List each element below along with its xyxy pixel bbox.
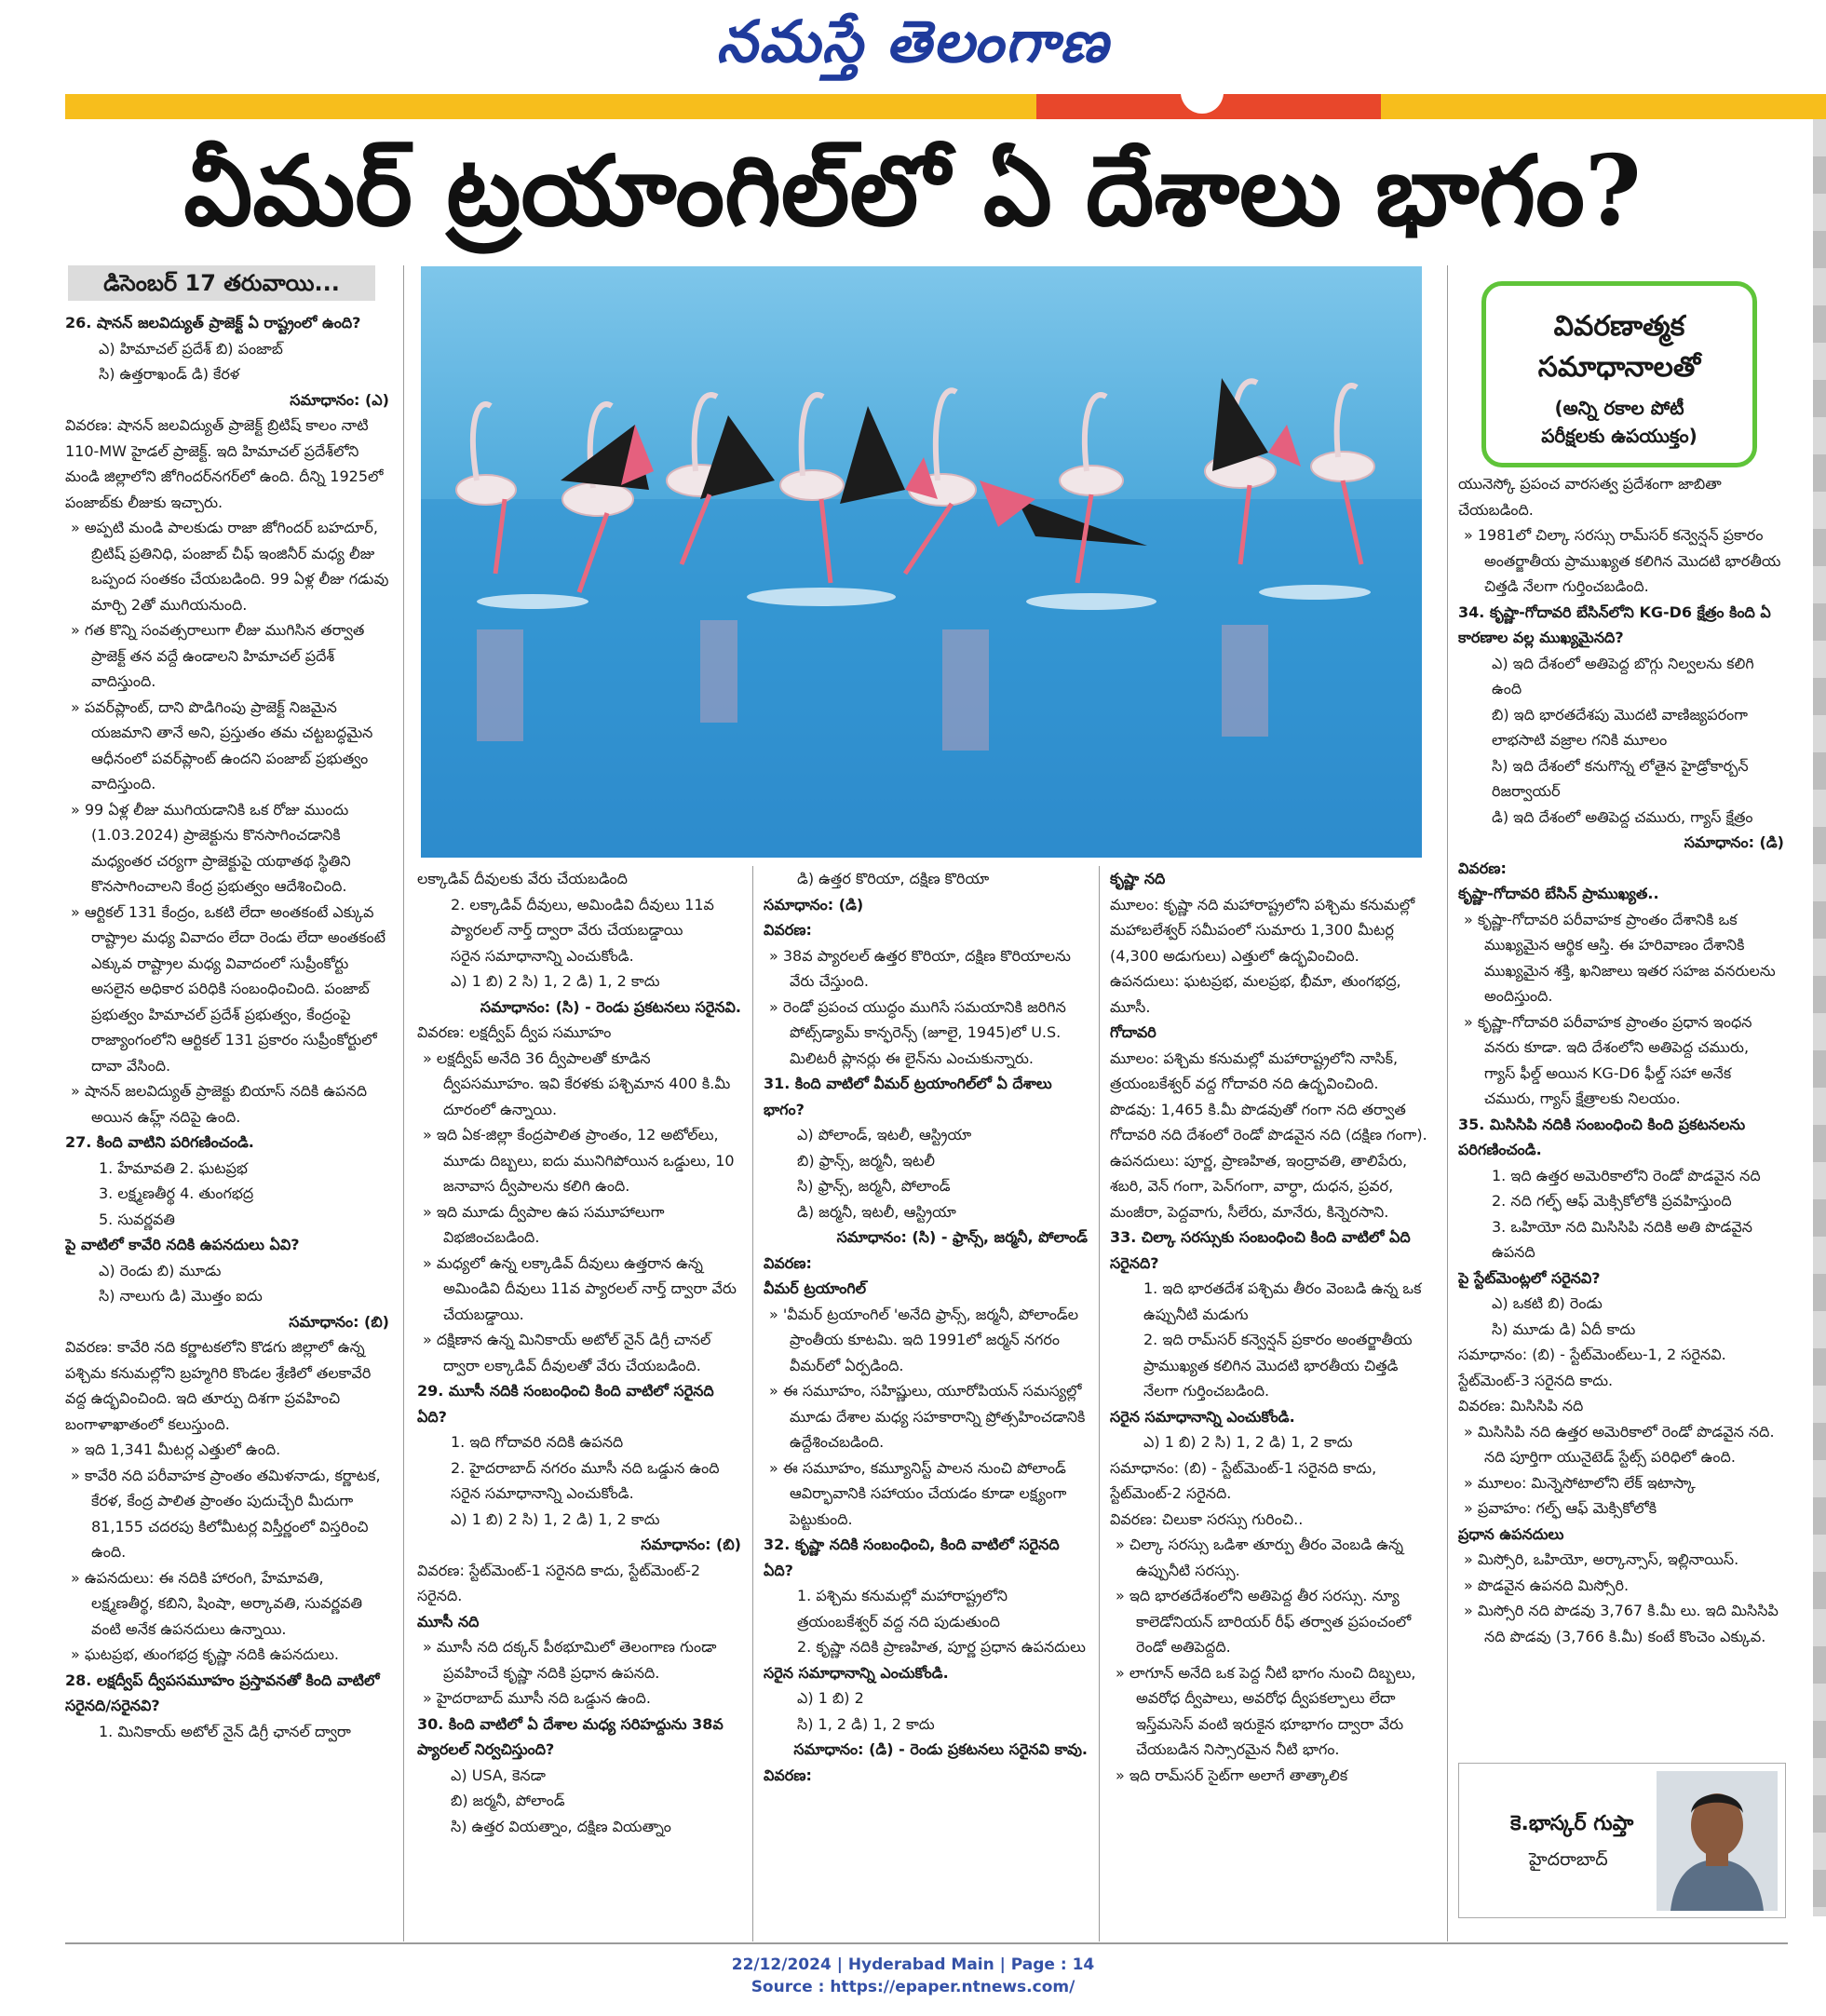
col5-paragraph: 1. ఇది ఉత్తర అమెరికాలోని రెండో పొడవైన నది <box>1492 1166 1761 1184</box>
col3-paragraph: వివరణ: <box>764 1253 812 1272</box>
col4-paragraph: వివరణ: చిలుకా సరస్సు గురించి.. <box>1110 1509 1304 1528</box>
col1-paragraph: వివరణ: కావేరి నది కర్ణాటకలోని కొడగు జిల్లాలో ఉన్న పశ్చిమ కనుమల్లోని బ్రహ్మగిరి కొండల శ్రేణిలో తలకావేరి వద్ద ఉద్భవించింది. ఇది తూర్పు దిశగా ప్రవహించి బంగాళాఖాతంలో కలుస్తుంది. <box>65 1338 372 1433</box>
col2-paragraph: సమాధానం: (సి) - రెండు ప్రకటనలు సరైనవి. <box>480 997 741 1016</box>
col5-paragraph: » ప్రవాహం: గల్ఫ్ ఆఫ్ మెక్సికోలోకి <box>1464 1499 1657 1517</box>
col3-paragraph: సి) ఫ్రాన్స్, జర్మనీ, పోలాండ్ <box>797 1177 951 1195</box>
col1-paragraph: 3. లక్ష్మణతీర్థ 4. తుంగభద్ర <box>99 1184 254 1202</box>
col4-paragraph: 2. ఇది రామ్‌సర్ కన్వెన్షన్ ప్రకారం అంతర్జాతీయ ప్రాముఖ్యత కలిగిన మొదటి భారతీయ చిత్తడి నేలగా గుర్తించబడింది. <box>1143 1331 1413 1400</box>
col2-paragraph: 29. మూసీ నదికి సంబంధించి కింది వాటిలో సరైనది ఏది? <box>417 1382 714 1426</box>
col1-paragraph: సమాధానం: (బి) <box>289 1312 389 1331</box>
col5-paragraph: కృష్ణా-గోదావరి బేసిన్ ప్రాముఖ్యత.. <box>1458 885 1659 902</box>
col1-paragraph: » కావేరి నది పరీవాహక ప్రాంతం తమిళనాడు, కర్ణాటక, కేరళ, కేంద్ర పాలిత ప్రాంతం పుదుచ్చేరి మీదుగా 81,155 చదరపు కిలోమీటర్ల విస్తీర్ణంలో విస్తరించి ఉంది. <box>71 1466 381 1561</box>
article-column-5 <box>1458 471 1784 1756</box>
col2-paragraph: సమాధానం: (బి) <box>641 1536 741 1553</box>
col1-paragraph: పై వాటిలో కావేరి నదికి ఉపనదులు ఏవి? <box>65 1236 300 1253</box>
col3-paragraph: సి) 1, 2 డి) 1, 2 కాదు <box>797 1714 935 1733</box>
col4-paragraph: మూలం: పశ్చిమ కనుమల్లో మహారాష్ట్రలోని నాసిక్, త్రయంబకేశ్వర్ వద్ద గోదావరి నది ఉద్భవించింది. <box>1110 1049 1399 1092</box>
col2-paragraph: » మధ్యలో ఉన్న లక్కాడివ్ దీవులు ఉత్తరాన ఉన్న అమిండివి దీవులు 11వ ప్యారలల్ నార్త్ ద్వారా వేరు చేయబడ్డాయి. <box>423 1253 737 1323</box>
col2-paragraph: వివరణ: స్టేట్‌మెంట్-1 సరైనది కాదు, స్టేట్‌మెంట్-2 సరైనది. <box>417 1561 701 1604</box>
col1-paragraph: వివరణ: షానన్ జలవిద్యుత్ ప్రాజెక్ట్ బ్రిటిష్ కాలం నాటి 110-MW హైడల్ ప్రాజెక్ట్. ఇది హిమాచల్ ప్రదేశ్‌లోని మండి జిల్లాలోని జోగిందర్‌నగర్‌లో ఉంది. దీన్ని 1925లో పంజాబ్‌కు లీజుకు ఇచ్చారు. <box>65 416 384 511</box>
col5-paragraph: ఎ) ఒకటి బి) రెండు <box>1492 1294 1603 1312</box>
col5-paragraph: సమాధానం: (బి) - స్టేట్‌మెంట్‌లు-1, 2 సరైనవి. స్టేట్‌మెంట్-3 సరైనది కాదు. <box>1458 1346 1726 1389</box>
col1-paragraph: » 99 ఏళ్ల లీజు ముగియడానికి ఒక రోజు ముందు (1.03.2024) ప్రాజెక్టును కొనసాగించడానికి మధ్యంతర చర్యగా ప్రాజెక్టుపై యథాతథ స్థితిని కొనసాగించాలని కేంద్ర ప్రభుత్వం ఆదేశించింది. <box>71 800 351 895</box>
col4-paragraph: » చిల్కా సరస్సు ఒడిశా తూర్పు తీరం వెంబడి ఉన్న ఉప్పునీటి సరస్సు. <box>1116 1536 1404 1579</box>
col3-paragraph: 2. కృష్ణా నదికి ప్రాణహిత, పూర్ణ ప్రధాన ఉపనదులు <box>797 1638 1086 1656</box>
col4-paragraph: 1. ఇది భారతదేశ పశ్చిమ తీరం వెంబడి ఉన్న ఒక ఉప్పునీటి మడుగు <box>1143 1279 1422 1323</box>
col3-paragraph: 1. పశ్చిమ కనుమల్లో మహారాష్ట్రలోని త్రయంబకేశ్వర్ వద్ద నది పుడుతుంది <box>797 1587 1008 1630</box>
col2-paragraph: మూసీ నది <box>417 1612 480 1630</box>
col4-paragraph: ఎ) 1 బి) 2 సి) 1, 2 డి) 1, 2 కాదు <box>1143 1433 1353 1451</box>
col3-paragraph: » 38వ ప్యారలల్ ఉత్తర కొరియా, దక్షిణ కొరియాలను వేరు చేస్తుంది. <box>769 946 1071 990</box>
col1-paragraph: » గత కొన్ని సంవత్సరాలుగా లీజు ముగిసిన తర్వాత ప్రాజెక్ట్ తన వద్దే ఉండాలని హిమాచల్ ప్రదేశ్ వాదిస్తుంది. <box>71 621 365 690</box>
col2-paragraph: వివరణ: లక్షద్వీప్ ద్వీప సమూహం <box>417 1023 612 1041</box>
newspaper-logo: నమస్తే తెలంగాణ <box>716 7 1110 75</box>
col3-paragraph: 32. కృష్ణా నదికి సంబంధించి, కింది వాటిలో సరైనది ఏది? <box>764 1536 1060 1579</box>
col5-paragraph: 35. మిసిసిపి నదికి సంబంధించి కింది ప్రకటనలను పరిగణించండి. <box>1458 1115 1746 1158</box>
col1-paragraph: 1. హేమావతి 2. ఘటప్రభ <box>99 1158 248 1177</box>
col2-paragraph: » ఇది ఏక-జిల్లా కేంద్రపాలిత ప్రాంతం, 12 అటోల్‌లు, మూడు దిబ్బలు, ఐదు మునిగిపోయిన ఒడ్డులు, 10 జనావాస ద్వీపాలను కలిగి ఉంది. <box>423 1126 735 1195</box>
column-rule-4 <box>1447 265 1448 1942</box>
column-rule-2 <box>752 866 753 1942</box>
article-column-4 <box>1110 866 1436 1944</box>
col2-paragraph: » దక్షిణాన ఉన్న మినికాయ్ అటోల్ నైన్ డిగ్రీ చానల్ ద్వారా లక్కాడివ్ దీవులతో వేరు చేయబడింది. <box>423 1331 711 1374</box>
col5-paragraph: వివరణ: మిసిసిపి నది <box>1458 1397 1584 1414</box>
col5-paragraph: వివరణ: <box>1458 859 1507 877</box>
col5-paragraph: » మిస్సోరి, ఒహియో, అర్కాన్సాస్, ఇల్లినాయిస్. <box>1464 1550 1739 1568</box>
page-edge-stripe <box>1813 119 1826 1916</box>
col1-paragraph: 5. సువర్ణవతి <box>99 1210 175 1228</box>
col4-paragraph: సమాధానం: (బి) - స్టేట్‌మెంట్-1 సరైనది కాదు, స్టేట్‌మెంట్-2 సరైనది. <box>1110 1458 1377 1502</box>
col4-paragraph: 33. చిల్కా సరస్సుకు సంబంధించి కింది వాటిలో ఏది సరైనది? <box>1110 1228 1411 1272</box>
col5-paragraph: » పొడవైన ఉపనది మిస్సోరి. <box>1464 1576 1630 1594</box>
badge-line-4: పరీక్షలకు ఉపయుక్తం) <box>1541 425 1698 447</box>
col2-paragraph: 2. లక్కాడివ్ దీవులు, అమిండివి దీవులు 11వ ప్యారలల్ నార్త్ ద్వారా వేరు చేయబడ్డాయి <box>451 895 714 939</box>
col4-paragraph: కృష్ణా నది <box>1110 870 1166 887</box>
col3-paragraph: » ఈ సమూహం, కమ్యూనిస్ట్ పాలన నుంచి పోలాండ్ ఆవిర్భావానికి సహాయం చేయడం కూడా లక్ష్యంగా పెట్టుకుంది. <box>769 1458 1067 1528</box>
col1-paragraph: సి) నాలుగు డి) మొత్తం ఐదు <box>99 1287 263 1305</box>
page-headline: వీమర్ ట్రయాంగిల్‌లో ఏ దేశాలు భాగం? <box>183 133 1642 248</box>
author-city: హైదరాబాద్ <box>1529 1849 1608 1870</box>
badge-line-1: వివరణాత్మక <box>1553 310 1685 343</box>
article-column-2 <box>417 866 741 1944</box>
col1-paragraph: » ఆర్టికల్ 131 కేంద్రం, ఒకటి లేదా అంతకంటే ఎక్కువ రాష్ట్రాల మధ్య వివాదం లేదా రెండు లేదా అంతకంటే ఎక్కువ రాష్ట్రాల మధ్య వివాదంలో సుప్రీంకోర్టు అసలైన అధికార పరిధికి సంబంధించింది. పంజాబ్ ప్రభుత్వం హిమాచల్ ప్రదేశ్ ప్రభుత్వం, కేంద్రంపై రాజ్యాంగంలోని ఆర్టికల్ 131 ప్రకారం సుప్రీంకోర్టులో దావా వేసింది. <box>71 902 386 1075</box>
col3-paragraph: సమాధానం: (సి) - ఫ్రాన్స్, జర్మనీ, పోలాండ్ <box>836 1228 1088 1246</box>
badge-explanatory-answers <box>1481 281 1757 467</box>
col4-paragraph: » లాగూన్ అనేది ఒక పెద్ద నీటి భాగం నుంచి దిబ్బలు, అవరోధ ద్వీపాలు, అవరోధ ద్వీపకల్పాలు లేదా ఇస్త్‌మసెస్ వంటి ఇరుకైన భూభాగం ద్వారా వేరు చేయబడిన నిస్సారమైన నీటి భాగం. <box>1116 1663 1416 1758</box>
col1-paragraph: 1. మినికాయ్ అటోల్ నైన్ డిగ్రీ ఛానల్ ద్వారా <box>99 1722 351 1740</box>
col1-paragraph: » ఇది 1,341 మీటర్ల ఎత్తులో ఉంది. <box>71 1441 281 1458</box>
col5-paragraph: 3. ఒహియో నది మిసిసిపి నదికి అతి పొడవైన ఉపనది <box>1492 1217 1752 1261</box>
col3-paragraph: డి) జర్మనీ, ఇటలీ, ఆస్ట్రియా <box>797 1202 956 1221</box>
col2-paragraph: ఎ) USA, కెనడా <box>451 1766 546 1784</box>
col3-paragraph: » రెండో ప్రపంచ యుద్ధం ముగిసే సమయానికి జరిగిన పోట్స్‌డ్యామ్ కాన్ఫరెన్స్ (జూలై, 1945)లో U.S. మిలిటరీ ప్లానర్లు ఈ లైన్‌ను ఎంచుకున్నారు. <box>769 997 1066 1067</box>
col2-paragraph: » హైదరాబాద్ మూసీ నది ఒడ్డున ఉంది. <box>423 1689 651 1707</box>
col1-paragraph: » ఉపనదులు: ఈ నదికి హారంగి, హేమావతి, లక్ష్మణతీర్థ, కబిని, షింషా, అర్కావతి, సువర్ణవతి వంటి అనేక ఉపనదులు ఉన్నాయి. <box>71 1568 363 1638</box>
col5-paragraph: ఎ) ఇది దేశంలో అతిపెద్ద బొగ్గు నిల్వలను కలిగి ఉంది <box>1492 654 1754 697</box>
footer-source: Source : https://epaper.ntnews.com/ <box>751 1978 1075 1996</box>
col2-paragraph: ఎ) 1 బి) 2 సి) 1, 2 డి) 1, 2 కాదు <box>451 1509 660 1528</box>
col2-paragraph: » ఇది మూడు ద్వీపాల ఉప సమూహాలుగా విభజించబడింది. <box>423 1202 665 1246</box>
author-photo <box>1657 1771 1778 1911</box>
col4-paragraph: సరైన సమాధానాన్ని ఎంచుకోండి. <box>1110 1407 1295 1426</box>
col1-paragraph: 28. లక్షద్వీప్ ద్వీపసమూహం ప్రస్తావనతో కింది వాటిలో సరైనది/సరైనవి? <box>65 1671 380 1714</box>
col1-paragraph: » ఘటప్రభ, తుంగభద్ర కృష్ణా నదికి ఉపనదులు. <box>71 1645 339 1663</box>
col5-paragraph: » మిసిసిపి నది ఉత్తర అమెరికాలో రెండో పొడవైన నది. నది పూర్తిగా యునైటెడ్ స్టేట్స్ పరిధిలో ఉంది. <box>1464 1422 1775 1466</box>
column-rule-1 <box>403 265 404 1942</box>
badge-line-3: (అన్ని రకాల పోటీ <box>1554 397 1684 419</box>
col3-paragraph: వివరణ: <box>764 921 812 939</box>
col2-paragraph: » లక్షద్వీప్ అనేది 36 ద్వీపాలతో కూడిన ద్వీపసమూహం. ఇవి కేరళకు పశ్చిమాన 400 కి.మీ దూరంలో ఉన్నాయి. <box>423 1049 731 1118</box>
col5-paragraph: » కృష్ణా-గోదావరి పరీవాహక ప్రాంతం దేశానికి ఒక ముఖ్యమైన ఆర్థిక ఆస్తి. ఈ హరివాణం దేశానికి ముఖ్యమైన శక్తి, ఖనిజాలు ఇతర సహజ వనరులను అందిస్తుంది. <box>1464 910 1776 1005</box>
badge-line-2: సమాధానాలతో <box>1537 351 1701 384</box>
col4-paragraph: పొడవు: 1,465 కి.మీ పొడవుతో గంగా నది తర్వాత గోదావరి నది దేశంలో రెండో పొడవైన నది (దక్షిణ గంగా). <box>1110 1100 1427 1143</box>
col3-paragraph: » ఈ సమూహం, సహిష్ణులు, యూరోపియన్ సమస్యల్లో మూడు దేశాల మధ్య సహకారాన్ని ప్రోత్సహించడానికి ఉద్దేశించబడింది. <box>769 1382 1086 1451</box>
col3-paragraph: సమాధానం: (డి) <box>764 895 864 913</box>
col3-paragraph: సమాధానం: (డి) - రెండు ప్రకటనలు సరైనవి కావు. <box>793 1740 1088 1758</box>
col5-paragraph: » మూలం: మిన్నెసోటాలోని లేక్ ఇటాస్కా <box>1464 1473 1696 1492</box>
col3-paragraph: వివరణ: <box>764 1766 812 1784</box>
col2-paragraph: సి) ఉత్తర వియత్నాం, దక్షిణ వియత్నాం <box>451 1817 671 1835</box>
col3-paragraph: 31. కింది వాటిలో వీమర్ ట్రయాంగిల్‌లో ఏ దేశాలు భాగం? <box>764 1075 1052 1118</box>
col3-paragraph: ఎ) పోలాండ్, ఇటలీ, ఆస్ట్రియా <box>797 1126 972 1143</box>
col5-paragraph: » మిస్సోరి నది పొడవు 3,767 కి.మీ లు. ఇది మిసిసిపి నది పొడవు (3,766 కి.మీ) కంటే కొంచెం ఎక్కువ. <box>1464 1602 1779 1645</box>
masthead <box>0 0 1826 93</box>
col5-paragraph: యునెస్కో ప్రపంచ వారసత్వ ప్రదేశంగా జాబితా చేయబడింది. <box>1458 475 1722 519</box>
col2-paragraph: » మూసీ నది దక్కన్ పీఠభూమిలో తెలంగాణ గుండా ప్రవహించే కృష్ణా నదికి ప్రధాన ఉపనది. <box>423 1638 717 1682</box>
col3-paragraph: వీమర్ ట్రయాంగిల్ <box>764 1279 867 1297</box>
col1-paragraph: ఎ) హిమాచల్ ప్రదేశ్ బి) పంజాబ్ <box>99 339 283 358</box>
col5-paragraph: 34. కృష్ణా-గోదావరి బేసిన్‌లోని KG-D6 క్షేత్రం కింది ఏ కారణాల వల్ల ముఖ్యమైనది? <box>1458 602 1771 646</box>
col5-paragraph: » కృష్ణా-గోదావరి పరీవాహక ప్రాంతం ప్రధాన ఇంధన వనరు కూడా. ఇది దేశంలోని అతిపెద్ద చమురు, గ్యాస్ ఫీల్డ్ అయిన KG-D6 ఫీల్డ్ సహా అనేక చమురు, గ్యాస్ క్షేత్రాలకు నిలయం. <box>1464 1012 1752 1107</box>
col1-paragraph: సి) ఉత్తరాఖండ్ డి) కేరళ <box>99 365 240 383</box>
col3-paragraph: సరైన సమాధానాన్ని ఎంచుకోండి. <box>764 1663 949 1682</box>
author-name: కె.భాస్కర్ గుప్తా <box>1510 1812 1634 1835</box>
col4-paragraph: » ఇది రామ్‌సర్ సైట్‌గా అలాగే తాత్కాలిక <box>1116 1766 1348 1784</box>
col1-paragraph: » అప్పటి మండి పాలకుడు రాజా జోగిందర్ బహదూర్, బ్రిటిష్ ప్రతినిధి, పంజాబ్ చీఫ్ ఇంజినీర్ మధ్య లీజు ఒప్పంద సంతకం చేయబడింది. 99 ఏళ్ల లీజు గడువు మార్చి 2తో ముగియనుంది. <box>71 519 389 614</box>
article-column-1 <box>65 310 389 1944</box>
col4-paragraph: ఉపనదులు: ఘటప్రభ, మలప్రభ, భీమా, తుంగభద్ర, మూసీ. <box>1110 972 1401 1016</box>
col4-paragraph: మూలం: కృష్ణా నది మహారాష్ట్రలోని పశ్చిమ కనుమల్లో మహాబలేశ్వర్ సమీపంలో సుమారు 1,300 మీటర్ల (4,300 అడుగులు) ఎత్తులో ఉద్భవించింది. <box>1110 895 1415 965</box>
col1-paragraph: » షానన్ జలవిద్యుత్ ప్రాజెక్టు బియాస్ నదికి ఉపనది అయిన ఉహ్ల్ నదిపై ఉంది. <box>71 1082 368 1126</box>
col2-paragraph: 1. ఇది గోదావరి నదికి ఉపనది <box>451 1433 624 1451</box>
article-column-3 <box>764 866 1088 1944</box>
col2-paragraph: 30. కింది వాటిలో ఏ దేశాల మధ్య సరిహద్దును 38వ ప్యారలల్ నిర్వచిస్తుంది? <box>417 1714 724 1758</box>
col3-paragraph: ఎ) 1 బి) 2 <box>797 1689 864 1707</box>
col5-paragraph: బి) ఇది భారతదేశపు మొదటి వాణిజ్యపరంగా లాభసాటి వజ్రాల గనికి మూలం <box>1492 705 1748 749</box>
col1-paragraph: 26. షానన్ జలవిద్యుత్ ప్రాజెక్ట్ ఏ రాష్ట్రంలో ఉంది? <box>65 314 361 331</box>
author-box <box>1458 1763 1786 1918</box>
col4-paragraph: గోదావరి <box>1110 1023 1156 1041</box>
col1-paragraph: సమాధానం: (ఎ) <box>290 390 389 409</box>
col3-paragraph: డి) ఉత్తర కొరియా, దక్షిణ కొరియా <box>797 870 990 887</box>
col4-paragraph: » ఇది భారతదేశంలోని అతిపెద్ద తీర సరస్సు. న్యూ కాలెడోనియన్ బారియర్ రీఫ్ తర్వాత ప్రపంచంలో రెండో అతిపెద్దది. <box>1116 1587 1412 1656</box>
col2-paragraph: లక్కాడివ్ దీవులకు వేరు చేయబడింది <box>417 870 628 887</box>
col1-paragraph: ఎ) రెండు బి) మూడు <box>99 1261 222 1279</box>
col5-paragraph: సి) మూడు డి) ఏదీ కాదు <box>1492 1319 1636 1338</box>
col1-paragraph: 27. కింది వాటిని పరిగణించండి. <box>65 1133 254 1151</box>
col1-paragraph: » పవర్‌ప్లాంట్, దాని పొడిగింపు ప్రాజెక్ట్ నిజమైన యజమాని తానే అని, ప్రస్తుతం తమ చట్టబద్ధమైన ఆధీనంలో పవర్‌ప్లాంట్ ఉందని పంజాబ్ ప్రభుత్వం వాదిస్తుంది. <box>71 697 373 792</box>
col5-paragraph: డి) ఇది దేశంలో అతిపెద్ద చమురు, గ్యాస్ క్షేత్రం <box>1492 807 1753 826</box>
footer-edition-info: 22/12/2024 | Hyderabad Main | Page : 14 <box>731 1955 1095 1974</box>
col2-paragraph: 2. హైదరాబాద్ నగరం మూసీ నది ఒడ్డున ఉంది సరైన సమాధానాన్ని ఎంచుకోండి. <box>451 1458 720 1502</box>
header-band-left <box>65 94 1036 119</box>
col2-paragraph: ఎ) 1 బి) 2 సి) 1, 2 డి) 1, 2 కాదు <box>451 972 660 990</box>
col2-paragraph: సరైన సమాధానాన్ని ఎంచుకోండి. <box>451 946 634 965</box>
col5-paragraph: పై స్టేట్‌మెంట్లలో సరైనవి? <box>1458 1268 1601 1287</box>
col5-paragraph: 2. నది గల్ఫ్ ఆఫ్ మెక్సికోలోకి ప్రవహిస్తుంది <box>1492 1192 1732 1210</box>
header-band-right <box>1381 94 1826 119</box>
col2-paragraph: బి) జర్మనీ, పోలాండ్ <box>451 1792 565 1809</box>
col5-paragraph: సి) ఇది దేశంలో కనుగొన్న లోతైన హైడ్రోకార్బన్ రిజర్వాయర్ <box>1492 756 1749 800</box>
col3-paragraph: » 'వీమర్ ట్రయాంగిల్ 'అనేది ఫ్రాన్స్, జర్మనీ, పోలాండ్‌ల ప్రాంతీయ కూటమి. ఇది 1991లో జర్మన్ నగరం వీమర్‌లో ఏర్పడింది. <box>769 1305 1079 1374</box>
col5-paragraph: సమాధానం: (డి) <box>1684 833 1784 851</box>
col3-paragraph: బి) ఫ్రాన్స్, జర్మనీ, ఇటలీ <box>797 1151 935 1170</box>
column-rule-3 <box>1099 866 1100 1942</box>
col4-paragraph: ఉపనదులు: పూర్ణ, ప్రాణహిత, ఇంద్రావతి, తాలిపేరు, శబరి, వెన్ గంగా, పెన్‌గంగా, వార్ధా, దుధన, ప్రవర, మంజీరా, పెద్దవాగు, సీలేరు, మానేరు, కిన్నెరసాని. <box>1110 1151 1408 1221</box>
col5-paragraph: ప్రధాన ఉపనదులు <box>1458 1524 1564 1543</box>
continuation-date-box: డిసెంబర్ 17 తరువాయి... <box>68 265 375 301</box>
footer-rule <box>65 1942 1788 1944</box>
flamingo-photo <box>421 266 1422 858</box>
col5-paragraph: » 1981లో చిల్కా సరస్సు రామ్‌సర్ కన్వెన్షన్ ప్రకారం అంతర్జాతీయ ప్రాముఖ్యత కలిగిన మొదటి భారతీయ చిత్తడి నేలగా గుర్తించబడింది. <box>1464 526 1781 595</box>
page-footer <box>0 1954 1826 1998</box>
